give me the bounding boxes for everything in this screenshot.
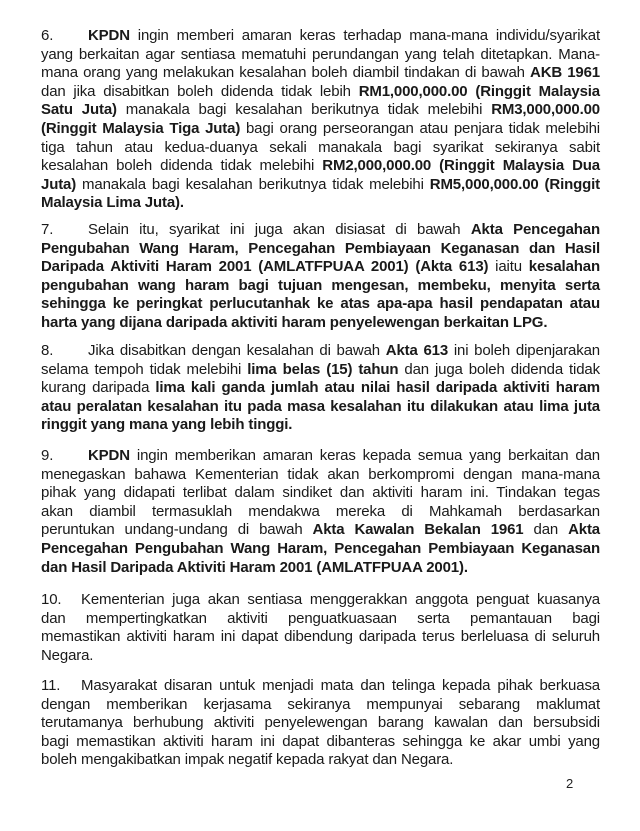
text: Jika disabitkan dengan kesalahan di bawah [88,342,386,359]
paragraph-6 [41,27,600,213]
text: kurang daripada [41,379,156,397]
paragraph-number: 7. [41,221,54,238]
text-line [41,314,600,333]
text-line [41,342,600,361]
bold-text: KPDN [88,27,130,44]
bold-text: RM3,000,000.00 [491,101,600,119]
text-line [41,733,600,752]
bold-text: Akta [568,521,600,539]
text-line [41,447,600,466]
bold-text: atau peralatan kesalahan itu pada masa kesalahan itu dilakukan atau lima juta [41,397,600,415]
text-line [41,521,600,540]
text: dan [523,521,569,539]
text-line [41,157,600,176]
text: manakala bagi kesalahan berikutnya tidak melebihi [76,175,430,193]
bold-text: dan Hasil Daripada Aktiviti Haram 2001 (AMLATFPUAA 2001). [41,558,468,576]
text: dan jika disabitkan boleh didenda tidak lebih [41,82,359,100]
text: menegaskan bahawa Kementerian tidak akan berkompromi dengan mana-mana [41,465,600,483]
text-line [41,83,600,102]
page-number: 2 [566,776,574,791]
text: mana orang yang melakukan kesalahan boleh diambil tindakan di bawah [41,64,531,82]
bold-text: harta yang dijana daripada aktiviti haram penyelewengan berkaitan LPG. [41,313,548,331]
text-line [41,27,600,46]
text-line [41,64,600,83]
bold-text: Pencegahan Pengubahan Wang Haram, Pencegahan Pembiayaan Keganasan [41,539,600,557]
bold-text: pengubahan wang haram bagi tujuan mengesan, membeku, menyita serta [41,276,600,294]
paragraph-9 [41,447,600,577]
text-line [41,503,600,522]
text: dengan memberikan kerjasama sekiranya mempunyai sebarang maklumat [41,695,600,713]
text: terutamanya berhubung aktiviti penyelewengan barang kawalan dan bersubsidi [41,714,600,732]
text-line [41,696,600,715]
bold-text: Juta) [41,175,77,193]
text: bagi memastikan aktiviti haram ini dapat dibanteras sehingga ke akar umbi yang [41,732,600,750]
text: Masyarakat disaran untuk menjadi mata dan telinga kepada pihak berkuasa [81,677,600,694]
text: manakala bagi kesalahan berikutnya tidak melebihi [116,101,492,119]
paragraph-number: 10. [41,591,62,608]
bold-text: Pengubahan Wang Haram, Pencegahan Pembiayaan Keganasan dan Hasil [41,239,600,257]
text: ini boleh dipenjarakan [448,342,600,359]
paragraph-10 [41,591,600,665]
text-line [41,258,600,277]
text: pihak yang didapati terlibat dalam sindiket dan aktiviti haram ini. Tindakan tegas [41,484,600,502]
text: ingin memberi amaran keras terhadap mana-mana individu/syarikat [129,27,600,44]
text: dan juga boleh didenda tidak [398,360,600,378]
text-line [41,647,600,666]
text-line [41,398,600,417]
text-line [41,46,600,65]
bold-text: AKB 1961 [530,64,600,82]
text: boleh mengakibatkan impak negatif kepada rakyat dan Negara. [41,751,454,769]
text: Kementerian juga akan sentiasa menggerakkan anggota penguat kuasanya [81,591,600,608]
text-line [41,240,600,259]
paragraph-number: 8. [41,342,54,359]
bold-text: Akta 613 [385,342,449,359]
text: yang berkaitan agar sentiasa mematuhi perundangan yang telah ditetapkan. Mana- [41,45,600,63]
bold-text: Daripada Aktiviti Haram 2001 (AMLATFPUAA 2001) (Akta 613) [41,258,489,276]
text-line [41,194,600,213]
paragraph-number: 6. [41,27,54,44]
bold-text: RM2,000,000.00 (Ringgit Malaysia Dua [322,157,600,175]
text: ingin memberikan amaran keras kepada semua yang berkaitan dan [129,447,600,464]
text-line [41,416,600,435]
text-line [41,591,600,610]
text-line [41,277,600,296]
text-line [41,714,600,733]
text: Selain itu, syarikat ini juga akan disiasat di bawah [88,221,471,238]
text-line [41,221,600,240]
text-line [41,751,600,770]
text: bagi orang perseorangan atau penjara tidak melebihi [240,119,600,137]
text: kesalahan boleh didenda tidak melebihi [41,157,323,175]
text: akan diambil termasuklah mendakwa mereka di Mahkamah berdasarkan [41,502,600,520]
bold-text: Malaysia Lima Juta). [41,194,184,212]
text-line [41,540,600,559]
text: Negara. [41,646,94,664]
bold-text: RM1,000,000.00 (Ringgit Malaysia [358,82,600,100]
bold-text: sehingga ke peringkat perlucutanhak ke atas apa-apa hasil pendapatan atau [41,295,600,313]
bold-text: (Ringgit Malaysia Tiga Juta) [41,119,241,137]
bold-text: RM5,000,000.00 (Ringgit [429,175,601,193]
text-line [41,176,600,195]
text: tiga tahun atau kedua-duanya sekali manakala bagi syarikat sekiranya sabit [41,138,600,156]
paragraph-7 [41,221,600,333]
text: peruntukan undang-undang di bawah [41,521,313,539]
paragraph-8 [41,342,600,435]
text-line [41,610,600,629]
bold-text: lima kali ganda jumlah atau nilai hasil daripada aktiviti haram [155,379,600,397]
text: iaitu [488,258,529,276]
text: memastikan aktiviti haram ini dapat dibendung daripada terus berleluasa di seluruh [41,628,600,646]
text-line [41,295,600,314]
bold-text: Satu Juta) [41,101,117,119]
bold-text: lima belas (15) tahun [247,360,399,378]
bold-text: ringgit yang mana yang lebih tinggi. [41,416,293,434]
text-line [41,120,600,139]
bold-text: KPDN [88,447,130,464]
text-line [41,559,600,578]
text: selama tempoh tidak melebihi [41,360,248,378]
paragraph-number: 11. [41,677,61,694]
text: dan mempertingkatkan aktiviti penguatkuasaan serta pemantauan bagi [41,609,600,627]
paragraph-number: 9. [41,447,54,464]
text-line [41,628,600,647]
text-line [41,466,600,485]
bold-text: Akta Pencegahan [470,221,601,238]
text-line [41,361,600,380]
text-line [41,139,600,158]
text-line [41,101,600,120]
text-line [41,677,600,696]
text-line [41,379,600,398]
paragraph-11 [41,677,600,770]
bold-text: kesalahan [528,258,600,276]
bold-text: Akta Kawalan Bekalan 1961 [312,521,524,539]
text-line [41,484,600,503]
